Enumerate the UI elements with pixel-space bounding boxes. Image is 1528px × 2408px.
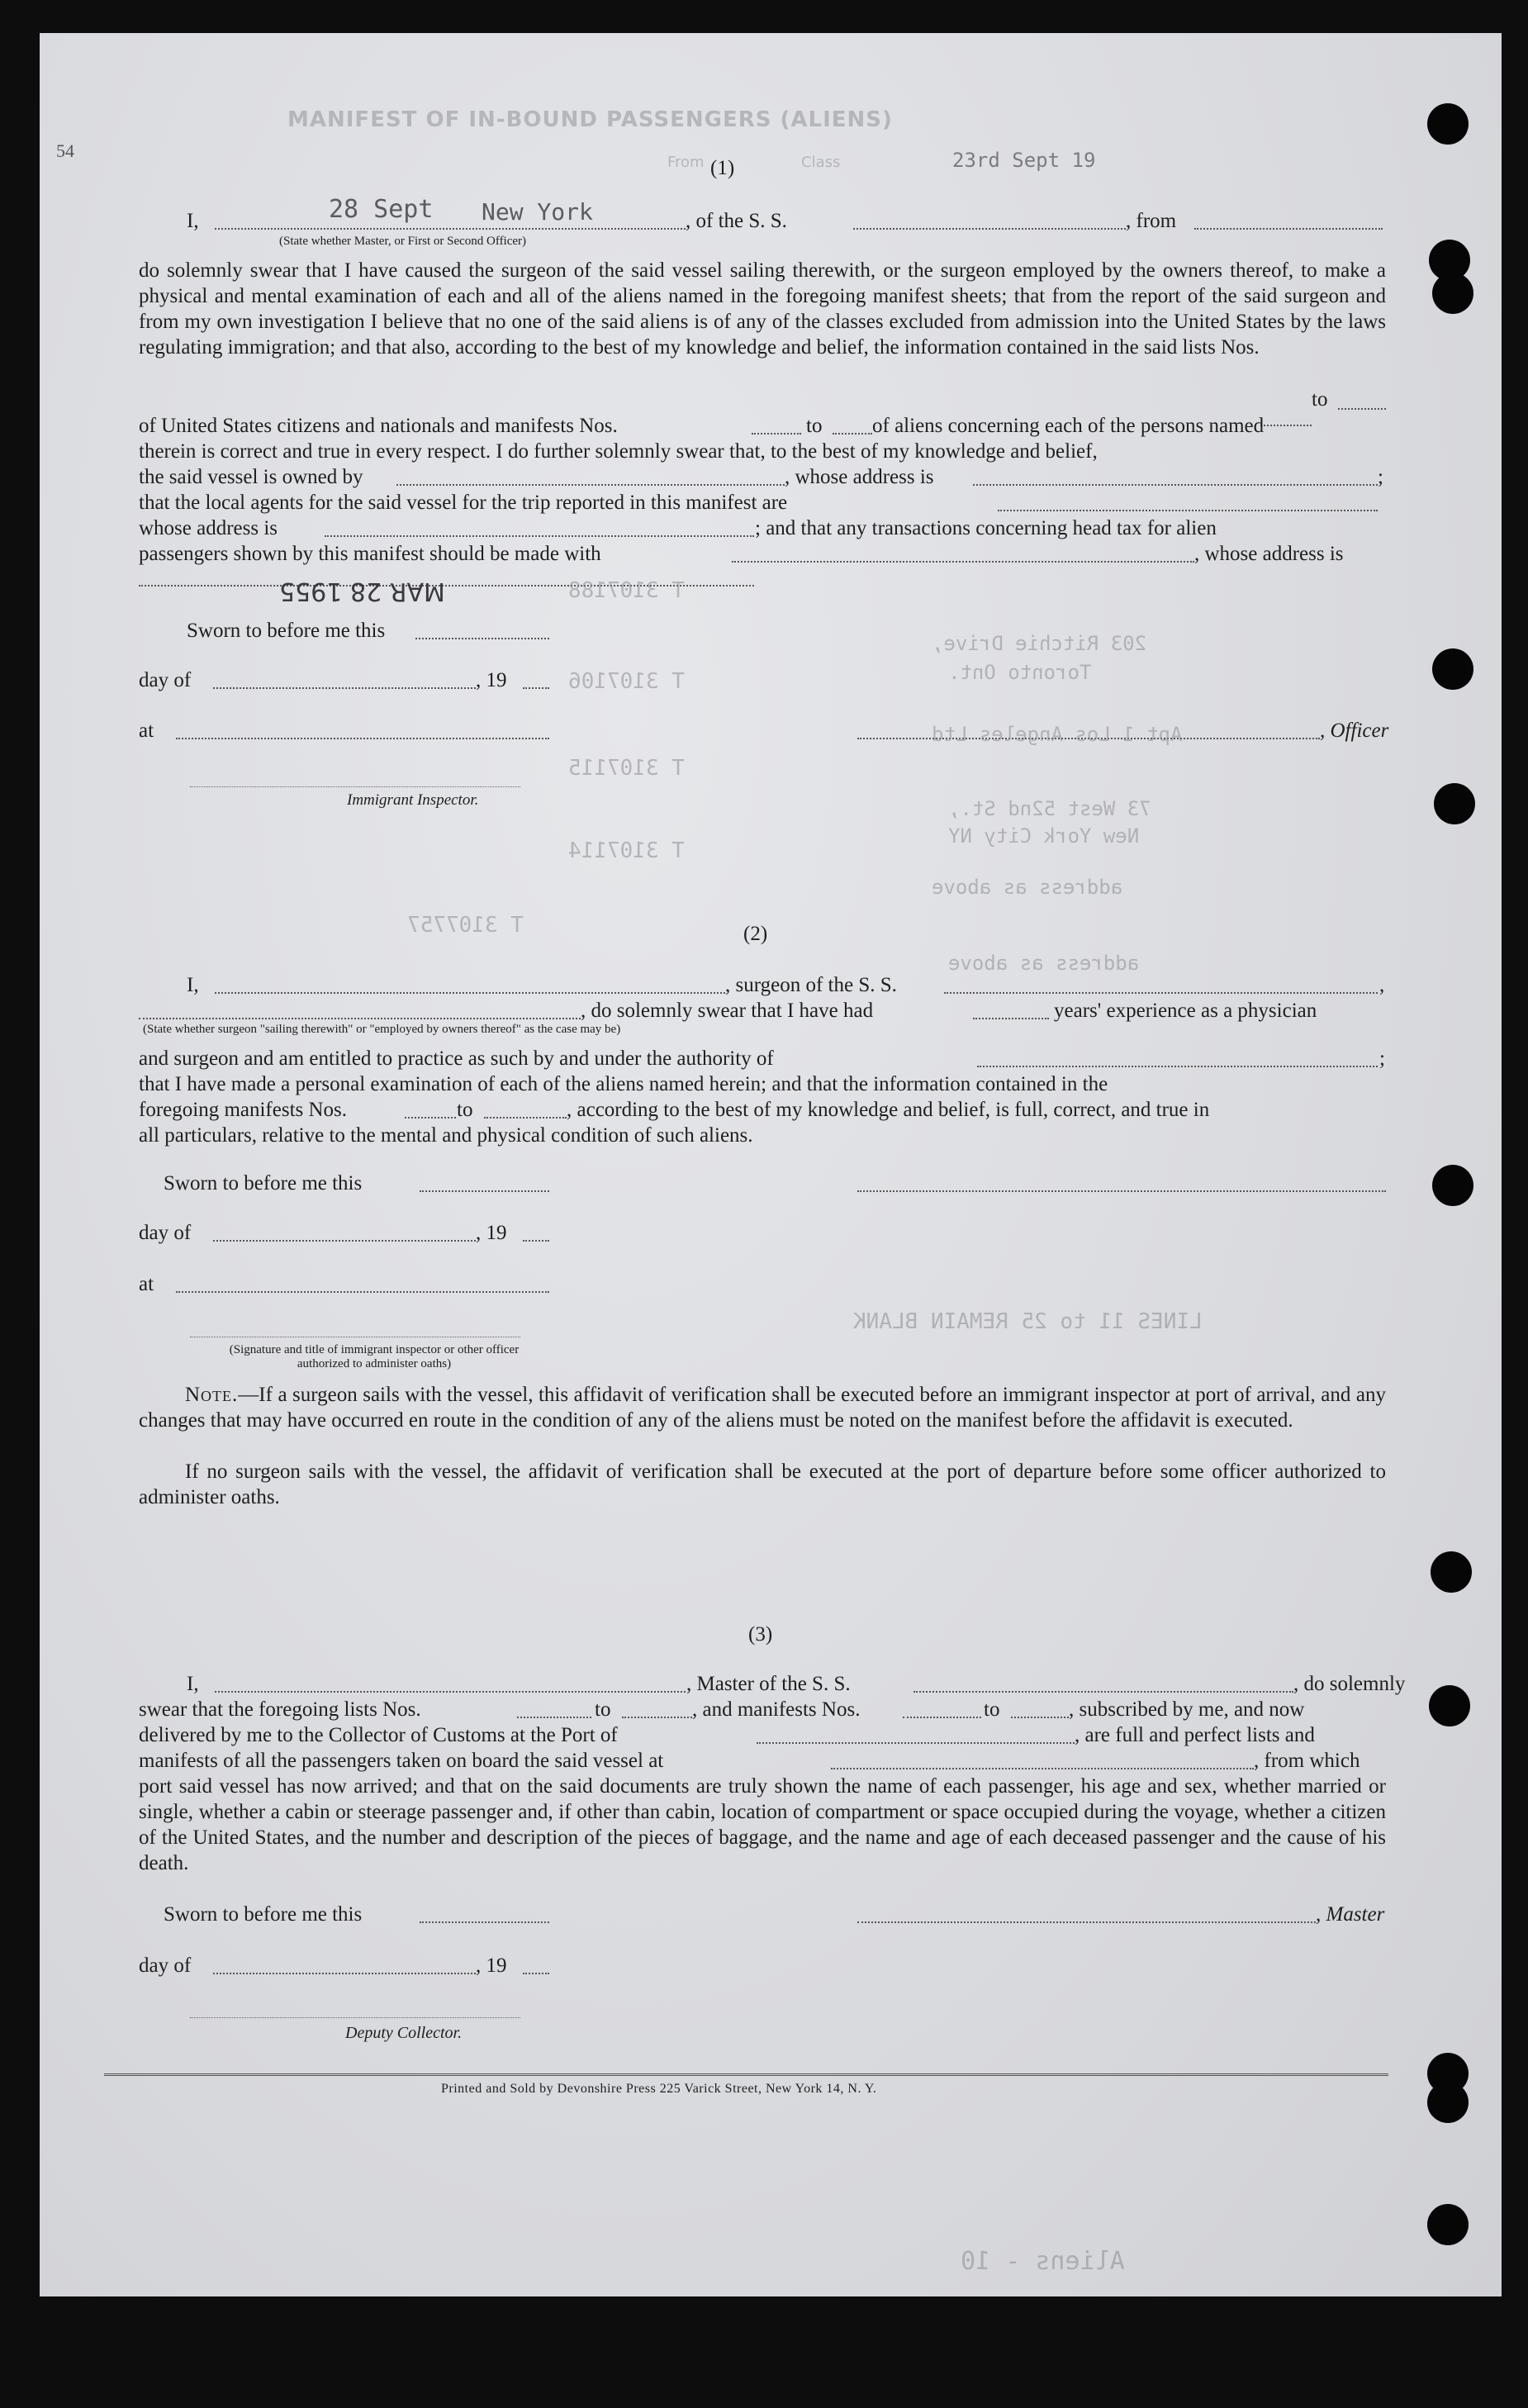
faint-header-from: From [667, 154, 705, 171]
field-authority[interactable] [977, 1066, 1378, 1067]
bleed-line: T 3107188 [568, 578, 685, 603]
bleed-line: address as above [932, 876, 1123, 899]
section-2-day-of: day of [139, 1222, 192, 1244]
semicolon: ; [1379, 1047, 1385, 1070]
field-owner[interactable] [396, 484, 785, 486]
binder-hole [1432, 648, 1473, 690]
section-2-year: , 19 [476, 1222, 507, 1244]
field-sworn-day[interactable] [415, 638, 549, 639]
field-s3-vessel[interactable] [913, 1691, 1293, 1693]
owned-line: the said vessel is owned by [139, 466, 363, 488]
field-manifests-from[interactable] [752, 433, 801, 435]
field-agents[interactable] [998, 510, 1378, 511]
binder-hole [1427, 103, 1469, 145]
field-manifests-to[interactable] [833, 433, 872, 435]
bleed-line: T 3107114 [568, 838, 685, 863]
passengers-end: , whose address is [1194, 543, 1344, 565]
officer-label: , Officer [1320, 720, 1389, 742]
typed-header-date: 23rd Sept 19 [952, 149, 1096, 172]
whose-line: whose address is [139, 517, 278, 539]
bleed-line: T 3107115 [568, 756, 685, 781]
correct-line: therein is correct and true in every respect. I do further solemnly swear that, to the best of my knowledge and belief, [139, 440, 1098, 463]
section-3-subscribed: , subscribed by me, and now [1069, 1698, 1305, 1721]
field-s2-place[interactable] [176, 1291, 549, 1293]
binder-hole [1432, 273, 1473, 314]
field-officer-rank[interactable] [215, 228, 686, 230]
section-2-to: to [457, 1099, 473, 1121]
footer-rule [104, 2073, 1388, 2076]
agents-line: that the local agents for the said vessel for the trip reported in this manifest are [139, 492, 788, 514]
section-2-surgeon: , surgeon of the S. S. [725, 974, 897, 996]
section-1-year: , 19 [476, 669, 507, 691]
section-2-foregoing: foregoing manifests Nos. [139, 1099, 348, 1121]
bleed-footer: Aliens - 10 [961, 2247, 1125, 2276]
section-3-solemnly: , do solemnly [1293, 1673, 1406, 1695]
field-sworn-month[interactable] [213, 687, 476, 689]
field-years[interactable] [973, 1018, 1049, 1019]
binder-hole [1432, 1165, 1473, 1206]
field-sworn-place[interactable] [176, 738, 549, 739]
faint-header-class: Class [801, 154, 841, 171]
binder-hole [1431, 1551, 1472, 1593]
margin-number: 54 [56, 140, 74, 161]
bleed-line: T 3107106 [568, 669, 685, 694]
note-label: Note. [185, 1384, 239, 1406]
binder-hole [1427, 2204, 1469, 2245]
section-3-number: (3) [748, 1623, 773, 1646]
field-agents-address[interactable] [325, 535, 754, 537]
section-3-year: , 19 [476, 1954, 507, 1977]
bleed-line: 73 West 52nd St., [948, 797, 1151, 820]
field-s3-port[interactable] [757, 1742, 1075, 1744]
section-1-paragraph: do solemnly swear that I have caused the surgeon of the said vessel sailing therewith, or the surgeon employed by the owners thereof, to make a physical and mental examination of each and all of the aliens named in the foregoing manifest sheets; that from the report of the said surgeon and from my own investigation I believe that no one of the said aliens is of any of the classes excluded from admission into the United States by the laws regulating immigration; and that also, according to the best of my knowledge and belief, the information contained in the said lists Nos. [139, 259, 1386, 359]
field-s3-manifests-from[interactable] [903, 1717, 981, 1718]
printer-line: Printed and Sold by Devonshire Press 225 Varick Street, New York 14, N. Y. [441, 2082, 877, 2096]
master-label: , Master [1316, 1903, 1385, 1926]
field-s2-signature[interactable] [857, 1190, 1386, 1192]
field-surgeon-name[interactable] [215, 992, 725, 994]
section-3-to2: to [984, 1698, 1000, 1721]
binder-hole [1427, 2082, 1469, 2123]
caption-surgeon: (State whether surgeon "sailing therewith" or "employed by owners thereof" as the case may be) [143, 1023, 621, 1036]
field-lists-to[interactable] [1338, 408, 1386, 410]
bleed-line: Apt 1 Los Angeles Ltd [932, 723, 1183, 746]
section-2-sworn: Sworn to before me this [164, 1172, 363, 1195]
semicolon: ; [1378, 466, 1383, 488]
field-s2-year[interactable] [523, 1240, 549, 1242]
section-3-paragraph: port said vessel has now arrived; and that on the said documents are truly shown the name of each passenger, his age and sex, whether married or single, whether a cabin or steerage passenger and, if other than cabin, location of compartment or space occupied during the voyage, whether a citizen of the United States, and the number and description of the pieces of baggage, and the name and age of each deceased passenger and the cause of his death. [139, 1775, 1386, 1874]
lists-to: to [1312, 388, 1328, 411]
note-paragraph [139, 1382, 1386, 1433]
binder-hole [1434, 783, 1475, 824]
section-2-swear: , do solemnly swear that I have had [581, 1000, 874, 1022]
section-2-authority: and surgeon and am entitled to practice as such by and under the authority of [139, 1047, 774, 1070]
section-2-particulars: all particulars, relative to the mental and physical condition of such aliens. [139, 1124, 753, 1147]
faint-header-title: MANIFEST OF IN-BOUND PASSENGERS (ALIENS) [287, 107, 893, 132]
section-2-i: I, [187, 974, 199, 996]
caption-signature: (Signature and title of immigrant inspector or other officer authorized to administer oaths) [229, 1343, 520, 1370]
section-3-master: , Master of the S. S. [686, 1673, 851, 1695]
field-from-port[interactable] [1194, 228, 1383, 230]
field-head-tax-party[interactable] [732, 561, 1194, 563]
field-s2-manifests-from[interactable] [405, 1117, 456, 1119]
citizens-end: of aliens concerning each of the persons named [872, 415, 1265, 437]
collector-label: Deputy Collector. [345, 2024, 463, 2042]
field-owner-address[interactable] [973, 484, 1378, 486]
bleed-line: 203 Ritchie Drive, [932, 632, 1147, 655]
section-3-to: to [595, 1698, 611, 1721]
whose-end: ; and that any transactions concerning head tax for alien [755, 517, 1217, 539]
caption-officer: (State whether Master, or First or Second Officer) [279, 235, 527, 248]
field-lists-from[interactable] [1260, 425, 1312, 426]
field-s2-month[interactable] [213, 1240, 476, 1242]
field-surgeon-vessel[interactable] [944, 992, 1378, 994]
field-s3-lists-to[interactable] [622, 1717, 692, 1718]
field-s3-embark-port[interactable] [831, 1768, 1254, 1769]
note-paragraph-2: If no surgeon sails with the vessel, the affidavit of verification shall be executed at the port of departure before some officer authorized to administer oaths. [139, 1460, 1386, 1508]
typed-line1-place: New York [482, 198, 593, 226]
field-s3-manifests-to[interactable] [1011, 1717, 1069, 1718]
field-sworn-year[interactable] [523, 687, 549, 689]
comma: , [1379, 974, 1385, 996]
field-s3-sworn-day[interactable] [420, 1921, 549, 1923]
field-vessel-name[interactable] [853, 228, 1126, 230]
section-3-i: I, [187, 1673, 199, 1695]
note-text: —If a surgeon sails with the vessel, this affidavit of verification shall be executed before an immigrant inspector at port of arrival, and any changes that may have occurred en route in the condition of any of the aliens must be noted on the manifest before the affidavit is executed. [139, 1384, 1386, 1432]
inspector-label: Immigrant Inspector. [347, 791, 479, 809]
bleed-line: address as above [948, 952, 1140, 975]
section-3-delivered: delivered by me to the Collector of Customs at the Port of [139, 1724, 618, 1746]
citizens-line: of United States citizens and nationals and manifests Nos. [139, 415, 618, 437]
section-3-taken: manifests of all the passengers taken on board the said vessel at [139, 1750, 664, 1772]
manifest-page [40, 33, 1502, 2296]
section-3-lists: swear that the foregoing lists Nos. [139, 1698, 421, 1721]
section-1-day-of: day of [139, 669, 192, 691]
field-s2-manifests-to[interactable] [484, 1117, 567, 1119]
bleed-line: T 3107757 [407, 913, 524, 938]
section-3-which: , from which [1254, 1750, 1360, 1772]
section-1-of-ss: , of the S. S. [686, 210, 787, 232]
section-2-at: at [139, 1273, 154, 1295]
section-3-day-of: day of [139, 1954, 192, 1977]
section-1-i: I, [187, 210, 199, 232]
owned-addr: , whose address is [785, 466, 934, 488]
field-s3-year[interactable] [523, 1973, 549, 1974]
section-2-examined: that I have made a personal examination of each of the aliens named herein; and that the information contained in the [139, 1073, 1108, 1095]
bleed-line: New York City NY [948, 824, 1140, 848]
field-s3-month[interactable] [213, 1973, 476, 1974]
section-2-number: (2) [743, 923, 768, 945]
field-master-name[interactable] [215, 1691, 686, 1693]
section-1-at: at [139, 720, 154, 742]
field-master-signature[interactable] [857, 1921, 1316, 1923]
section-1-number: (1) [710, 157, 735, 179]
field-s3-lists-from[interactable] [517, 1717, 591, 1718]
section-1-sworn: Sworn to before me this [187, 620, 386, 642]
passengers-line: passengers shown by this manifest should be made with [139, 543, 601, 565]
bleed-line: LINES 11 to 25 REMAIN BLANK [853, 1309, 1203, 1334]
section-3-manifests: , and manifests Nos. [692, 1698, 861, 1721]
binder-hole [1429, 1685, 1470, 1726]
inspector-signature-line[interactable] [190, 786, 520, 787]
field-surgeon-type[interactable] [139, 1018, 581, 1019]
section-3-sworn: Sworn to before me this [164, 1903, 363, 1926]
section-2-according: , according to the best of my knowledge and belief, is full, correct, and true in [567, 1099, 1210, 1121]
typed-line1-date: 28 Sept [329, 195, 434, 224]
bleed-line: Toronto Ont. [948, 661, 1092, 684]
section-3-perfect: , are full and perfect lists and [1075, 1724, 1315, 1746]
citizens-to: to [806, 415, 823, 437]
section-1-from: , from [1126, 210, 1177, 232]
section-2-years: years' experience as a physician [1054, 1000, 1317, 1022]
field-s2-sworn-day[interactable] [420, 1190, 549, 1192]
date-stamp: MAR 28 1955 [279, 577, 445, 606]
collector-line[interactable] [190, 2017, 520, 2018]
